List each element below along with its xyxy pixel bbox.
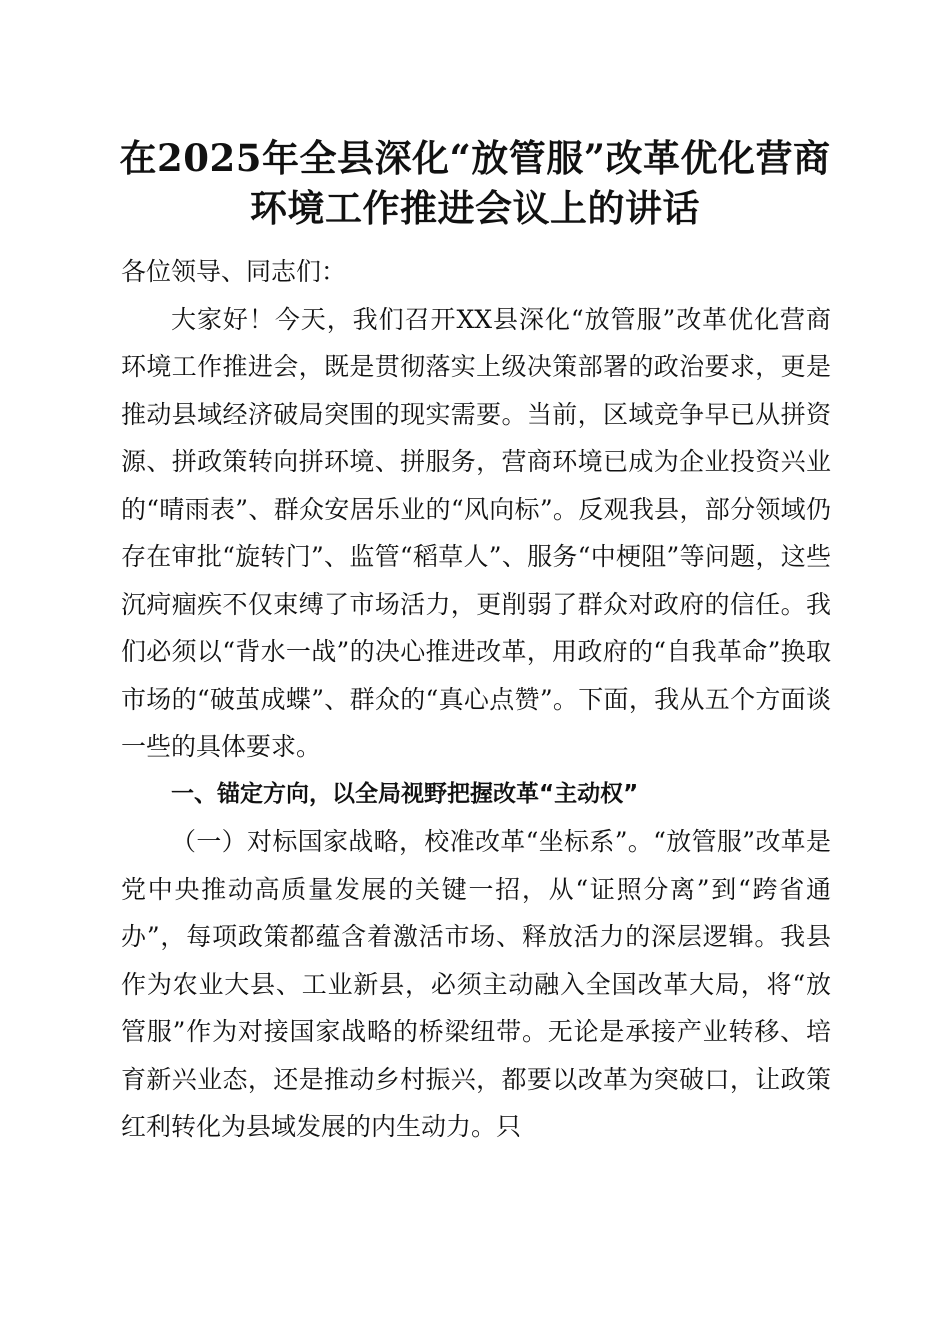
title-line-2: 环境工作推进会议上的讲话 <box>250 186 700 230</box>
paragraph-opening: 大家好！今天，我们召开XX县深化“放管服”改革优化营商环境工作推进会，既是贯彻落实上级决策部署的政治要求，更是推动县域经济破局突围的现实需要。当前，区域竞争早已从拼资源、拼政策转向拼环境、拼服务，营商环境已成为企业投资兴业的“晴雨表”、群众安居乐业的“风向标”。反观我县，部分领域仍存在审批“旋转门”、监管“稻草人”、服务“中梗阻”等问题，这些沉疴痼疾不仅束缚了市场活力，更削弱了群众对政府的信任。我们必须以“背水一战”的决心推进改革，用政府的“自我革命”换取市场的“破茧成蝶”、群众的“真心点赞”。下面，我从五个方面谈一些的具体要求。 <box>121 304 831 761</box>
section-heading-1: 一、锚定方向，以全局视野把握改革“主动权” <box>171 780 639 807</box>
salutation: 各位领导、同志们： <box>121 257 347 286</box>
paragraph-section-1-1: （一）对标国家战略，校准改革“坐标系”。“放管服”改革是党中央推动高质量发展的关键一招，从“证照分离”到“跨省通办”，每项政策都蕴含着激活市场、释放活力的深层逻辑。我县作为农业大县、工业新县，必须主动融入全国改革大局，将“放管服”作为对接国家战略的桥梁纽带。无论是承接产业转移、培育新兴业态，还是推动乡村振兴，都要以改革为突破口，让政策红利转化为县域发展的内生动力。只 <box>121 827 831 1141</box>
title-line-1: 在2025年全县深化“放管服”改革优化营商 <box>119 136 831 180</box>
document-title <box>100 133 850 233</box>
document-body <box>121 248 831 1151</box>
